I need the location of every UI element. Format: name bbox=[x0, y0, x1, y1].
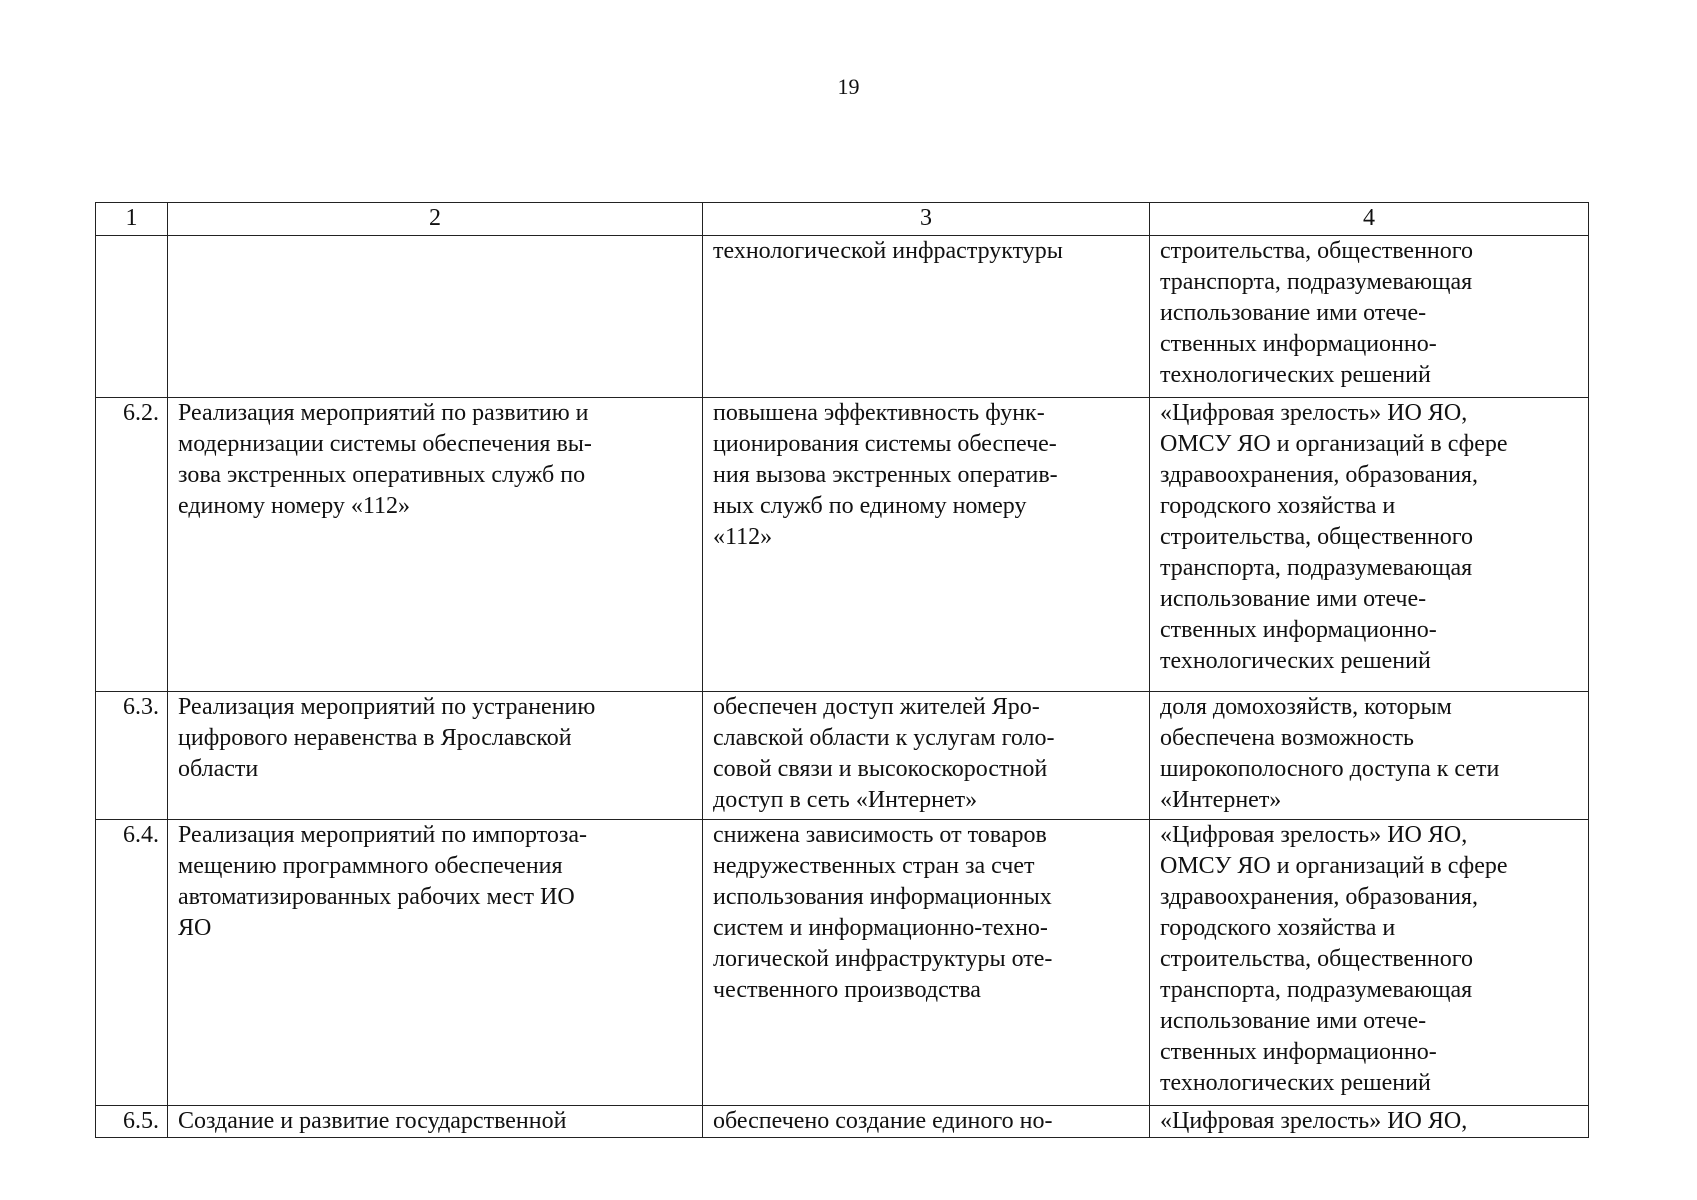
indicator-cell: «Цифровая зрелость» ИО ЯО, ОМСУ ЯО и организаций в сфере здравоохранения, образования, городского хозяйства и строительства, общественного транспорта, подразумевающая использование ими отече- ственных информационно- технологических решений bbox=[1150, 820, 1589, 1106]
result-cell: обеспечено создание единого но- bbox=[703, 1106, 1150, 1138]
row-number: 6.4. bbox=[96, 820, 168, 1106]
activity-cell: Создание и развитие государственной bbox=[168, 1106, 703, 1138]
result-cell: технологической инфраструктуры bbox=[703, 236, 1150, 398]
table-row bbox=[96, 692, 1589, 820]
column-header-1: 1 bbox=[96, 203, 168, 236]
activity-cell: Реализация мероприятий по устранению цифрового неравенства в Ярославской области bbox=[168, 692, 703, 820]
indicator-cell: доля домохозяйств, которым обеспечена возможность широкополосного доступа к сети «Интернет» bbox=[1150, 692, 1589, 820]
row-number: 6.5. bbox=[96, 1106, 168, 1138]
row-number: 6.3. bbox=[96, 692, 168, 820]
table-row bbox=[96, 236, 1589, 398]
result-cell: повышена эффективность функ- ционирования системы обеспече- ния вызова экстренных оператив- ных служб по единому номеру «112» bbox=[703, 398, 1150, 692]
page-number: 19 bbox=[837, 74, 860, 99]
row-number: 6.2. bbox=[96, 398, 168, 692]
table-row bbox=[96, 820, 1589, 1106]
activities-table bbox=[95, 202, 1589, 1138]
column-header-3: 3 bbox=[703, 203, 1150, 236]
indicator-cell: строительства, общественного транспорта, подразумевающая использование ими отече- ственных информационно- технологических решений bbox=[1150, 236, 1589, 398]
activity-cell: Реализация мероприятий по импортоза- мещению программного обеспечения автоматизированных рабочих мест ИО ЯО bbox=[168, 820, 703, 1106]
row-number bbox=[96, 236, 168, 398]
column-header-2: 2 bbox=[168, 203, 703, 236]
result-cell: снижена зависимость от товаров недружественных стран за счет использования информационных систем и информационно-техно- логической инфраструктуры оте- чественного производства bbox=[703, 820, 1150, 1106]
table-row bbox=[96, 1106, 1589, 1138]
result-cell: обеспечен доступ жителей Яро- славской области к услугам голо- совой связи и высокоскоростной доступ в сеть «Интернет» bbox=[703, 692, 1150, 820]
indicator-cell: «Цифровая зрелость» ИО ЯО, bbox=[1150, 1106, 1589, 1138]
table-header-row bbox=[96, 203, 1589, 236]
indicator-cell: «Цифровая зрелость» ИО ЯО, ОМСУ ЯО и организаций в сфере здравоохранения, образования, городского хозяйства и строительства, общественного транспорта, подразумевающая использование ими отече- ственных информационно- технологических решений bbox=[1150, 398, 1589, 692]
table-row bbox=[96, 398, 1589, 692]
activity-cell bbox=[168, 236, 703, 398]
column-header-4: 4 bbox=[1150, 203, 1589, 236]
activity-cell: Реализация мероприятий по развитию и модернизации системы обеспечения вы- зова экстренных оперативных служб по единому номеру «112» bbox=[168, 398, 703, 692]
